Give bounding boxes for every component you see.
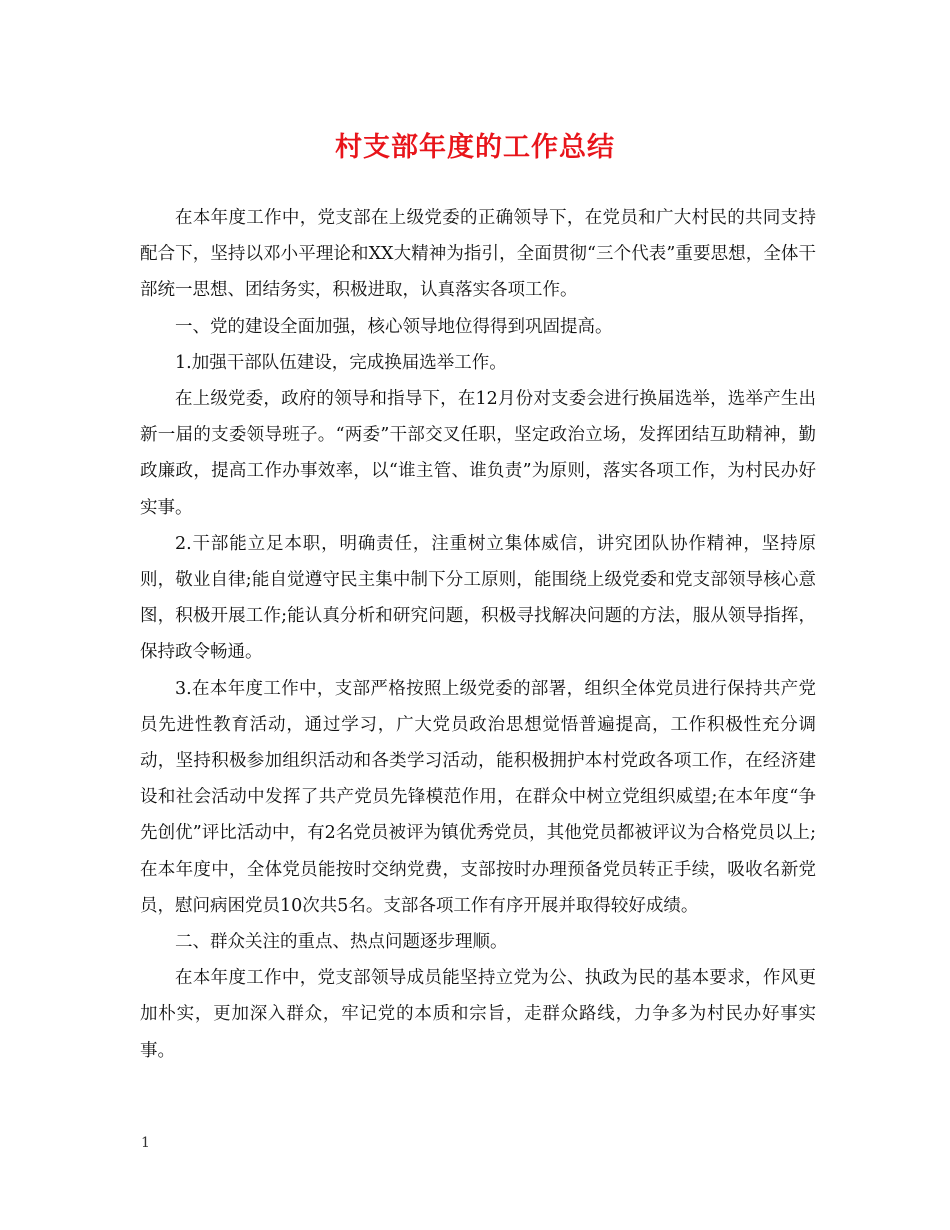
paragraph-intro: 在本年度工作中，党支部在上级党委的正确领导下，在党员和广大村民的共同支持配合下，坚持以邓小平理论和XX大精神为指引，全面贯彻“三个代表”重要思想，全体干部统一思想、团结务实，积极进取，认真落实各项工作。 <box>140 208 816 301</box>
document-body <box>140 200 816 1069</box>
document-title: 村支部年度的工作总结 <box>335 132 615 163</box>
section-heading-2: 二、群众关注的重点、热点问题逐步理顺。 <box>175 932 508 953</box>
paragraph-election: 在上级党委，政府的领导和指导下，在12月份对支委会进行换届选举，选举产生出新一届的支委领导班子。“两委”干部交叉任职，坚定政治立场，发挥团结互助精神，勤政廉政，提高工作办事效率，以“谁主管、谁负责”为原则，落实各项工作，为村民办好实事。 <box>140 389 816 518</box>
paragraph-cadres: 2.干部能立足本职，明确责任，注重树立集体威信，讲究团队协作精神，坚持原则，敬业自律;能自觉遵守民主集中制下分工原则，能围绕上级党委和党支部领导核心意图，积极开展工作;能认真分析和研究问题，积极寻找解决问题的方法，服从领导指挥，保持政令畅通。 <box>140 533 816 663</box>
page-number: 1 <box>141 1135 150 1151</box>
paragraph-party-work: 3.在本年度工作中，支部严格按照上级党委的部署，组织全体党员进行保持共产党员先进性教育活动，通过学习，广大党员政治思想觉悟普遍提高，工作积极性充分调动，坚持积极参加组织活动和各类学习活动，能积极拥护本村党政各项工作，在经济建设和社会活动中发挥了共产党员先锋模范作用，在群众中树立党组织威望;在本年度“争先创优”评比活动中，有2名党员被评为镇优秀党员，其他党员都被评议为合格党员以上;在本年度中，全体党员能按时交纳党费，支部按时办理预备党员转正手续，吸收名新党员，慰问病困党员10次共5名。支部各项工作有序开展并取得较好成绩。 <box>140 678 816 916</box>
paragraph-masses: 在本年度工作中，党支部领导成员能坚持立党为公、执政为民的基本要求，作风更加朴实，更加深入群众，牢记党的本质和宗旨，走群众路线，力争多为村民办好事实事。 <box>140 968 816 1061</box>
section-heading-1: 一、党的建设全面加强，核心领导地位得得到巩固提高。 <box>175 316 613 337</box>
subheading-1: 1.加强干部队伍建设，完成换届选举工作。 <box>175 352 507 373</box>
